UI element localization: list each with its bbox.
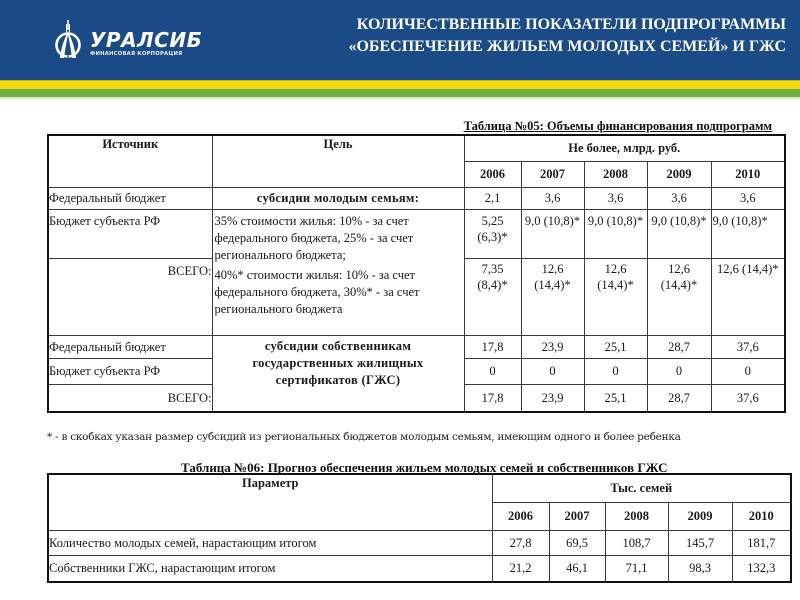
page-title bbox=[250, 14, 786, 58]
table-row bbox=[48, 209, 785, 258]
value-cell: 28,7 bbox=[647, 335, 711, 358]
value-cell: 3,6 bbox=[521, 187, 584, 209]
yellow-stripe bbox=[0, 80, 800, 89]
table-row bbox=[48, 335, 785, 358]
year-header: 2009 bbox=[668, 502, 732, 530]
year-header: 2007 bbox=[549, 502, 605, 530]
value-cell: 0 bbox=[584, 358, 647, 384]
value-cell: 9,0 (10,8)* bbox=[521, 209, 584, 258]
year-header: 2006 bbox=[464, 161, 521, 187]
value-cell: 181,7 bbox=[732, 530, 791, 555]
table06-caption: Таблица №06: Прогноз обеспечения жильем молодых семей и собственников ГЖС bbox=[181, 460, 668, 475]
value-cell: 145,7 bbox=[668, 530, 732, 555]
parameter-cell: Количество молодых семей, нарастающим итогом bbox=[48, 530, 492, 555]
value-cell: 23,9 bbox=[521, 335, 584, 358]
value-cell: 46,1 bbox=[549, 555, 605, 582]
value-cell: 17,8 bbox=[464, 384, 521, 412]
goal-title: субсидии молодым семьям: bbox=[212, 187, 464, 209]
value-cell: 0 bbox=[711, 358, 785, 384]
value-cell: 37,6 bbox=[711, 384, 785, 412]
source-cell: Бюджет субъекта РФ bbox=[48, 358, 212, 384]
value-cell: 108,7 bbox=[605, 530, 668, 555]
value-cell: 5,25 (6,3)* bbox=[464, 209, 521, 258]
year-header: 2010 bbox=[732, 502, 791, 530]
value-cell: 37,6 bbox=[711, 335, 785, 358]
value-cell: 21,2 bbox=[492, 555, 549, 582]
header-amount: Не более, млрд. руб. bbox=[464, 135, 785, 161]
value-cell: 7,35 (8,4)* bbox=[464, 258, 521, 335]
header-unit: Тыс. семей bbox=[492, 474, 791, 502]
value-cell: 12,6 (14,4)* bbox=[647, 258, 711, 335]
value-cell: 23,9 bbox=[521, 384, 584, 412]
footnote: * - в скобках указан размер субсидий из региональных бюджетов молодым семьям, имеющим одного и более ребенка bbox=[47, 431, 681, 443]
title-line-1: КОЛИЧЕСТВЕННЫЕ ПОКАЗАТЕЛИ ПОДПРОГРАММЫ bbox=[356, 16, 786, 33]
header-parameter: Параметр bbox=[48, 474, 492, 530]
value-cell: 28,7 bbox=[647, 384, 711, 412]
light-stripe bbox=[0, 97, 800, 99]
logo-subtitle: ФИНАНСОВАЯ КОРПОРАЦИЯ bbox=[90, 51, 183, 57]
year-header: 2007 bbox=[521, 161, 584, 187]
table05-caption: Таблица №05: Объемы финансирования подпрограмм bbox=[463, 119, 772, 133]
table05 bbox=[47, 134, 786, 413]
source-cell: ВСЕГО: bbox=[48, 258, 212, 335]
green-stripe bbox=[0, 89, 800, 97]
value-cell: 27,8 bbox=[492, 530, 549, 555]
value-cell: 3,6 bbox=[711, 187, 785, 209]
value-cell: 25,1 bbox=[584, 335, 647, 358]
value-cell: 12,6 (14,4)* bbox=[584, 258, 647, 335]
goal-bullets bbox=[212, 209, 464, 335]
value-cell: 0 bbox=[647, 358, 711, 384]
value-cell: 98,3 bbox=[668, 555, 732, 582]
value-cell: 9,0 (10,8)* bbox=[711, 209, 785, 258]
source-cell: ВСЕГО: bbox=[48, 384, 212, 412]
title-line-2: «ОБЕСПЕЧЕНИЕ ЖИЛЬЕМ МОЛОДЫХ СЕМЕЙ» И ГЖС bbox=[348, 38, 786, 55]
value-cell: 17,8 bbox=[464, 335, 521, 358]
logo-name: УРАЛСИБ bbox=[90, 28, 203, 52]
table-row bbox=[48, 530, 791, 555]
value-cell: 3,6 bbox=[584, 187, 647, 209]
value-cell: 12,6 (14,4)* bbox=[711, 258, 785, 335]
value-cell: 69,5 bbox=[549, 530, 605, 555]
header-goal: Цель bbox=[212, 135, 464, 187]
table-row bbox=[48, 555, 791, 582]
source-cell: Бюджет субъекта РФ bbox=[48, 209, 212, 258]
value-cell: 2,1 bbox=[464, 187, 521, 209]
table06 bbox=[47, 473, 792, 583]
year-header: 2009 bbox=[647, 161, 711, 187]
header-source: Источник bbox=[48, 135, 212, 187]
uralsib-logo bbox=[52, 18, 203, 62]
source-cell: Федеральный бюджет bbox=[48, 335, 212, 358]
value-cell: 0 bbox=[521, 358, 584, 384]
year-header: 2010 bbox=[711, 161, 785, 187]
goal-bullet-2: 40%* стоимости жилья: 10% - за счет федерального бюджета, 30%* - за счет регионального бюджета bbox=[214, 267, 420, 316]
value-cell: 25,1 bbox=[584, 384, 647, 412]
header-banner bbox=[0, 0, 800, 80]
table-row bbox=[48, 187, 785, 209]
source-cell: Федеральный бюджет bbox=[48, 187, 212, 209]
value-cell: 12,6 (14,4)* bbox=[521, 258, 584, 335]
goal-title: субсидии собственникам государственных жилищных сертификатов (ГЖС) bbox=[212, 335, 464, 412]
value-cell: 0 bbox=[464, 358, 521, 384]
year-header: 2008 bbox=[584, 161, 647, 187]
value-cell: 71,1 bbox=[605, 555, 668, 582]
year-header: 2008 bbox=[605, 502, 668, 530]
value-cell: 132,3 bbox=[732, 555, 791, 582]
goal-bullet-1: 35% стоимости жилья: 10% - за счет федерального бюджета, 25% - за счет регионального бюджета; bbox=[214, 213, 414, 262]
parameter-cell: Собственники ГЖС, нарастающим итогом bbox=[48, 555, 492, 582]
value-cell: 3,6 bbox=[647, 187, 711, 209]
year-header: 2006 bbox=[492, 502, 549, 530]
value-cell: 9,0 (10,8)* bbox=[647, 209, 711, 258]
uralsib-emblem-icon bbox=[52, 18, 84, 62]
value-cell: 9,0 (10,8)* bbox=[584, 209, 647, 258]
